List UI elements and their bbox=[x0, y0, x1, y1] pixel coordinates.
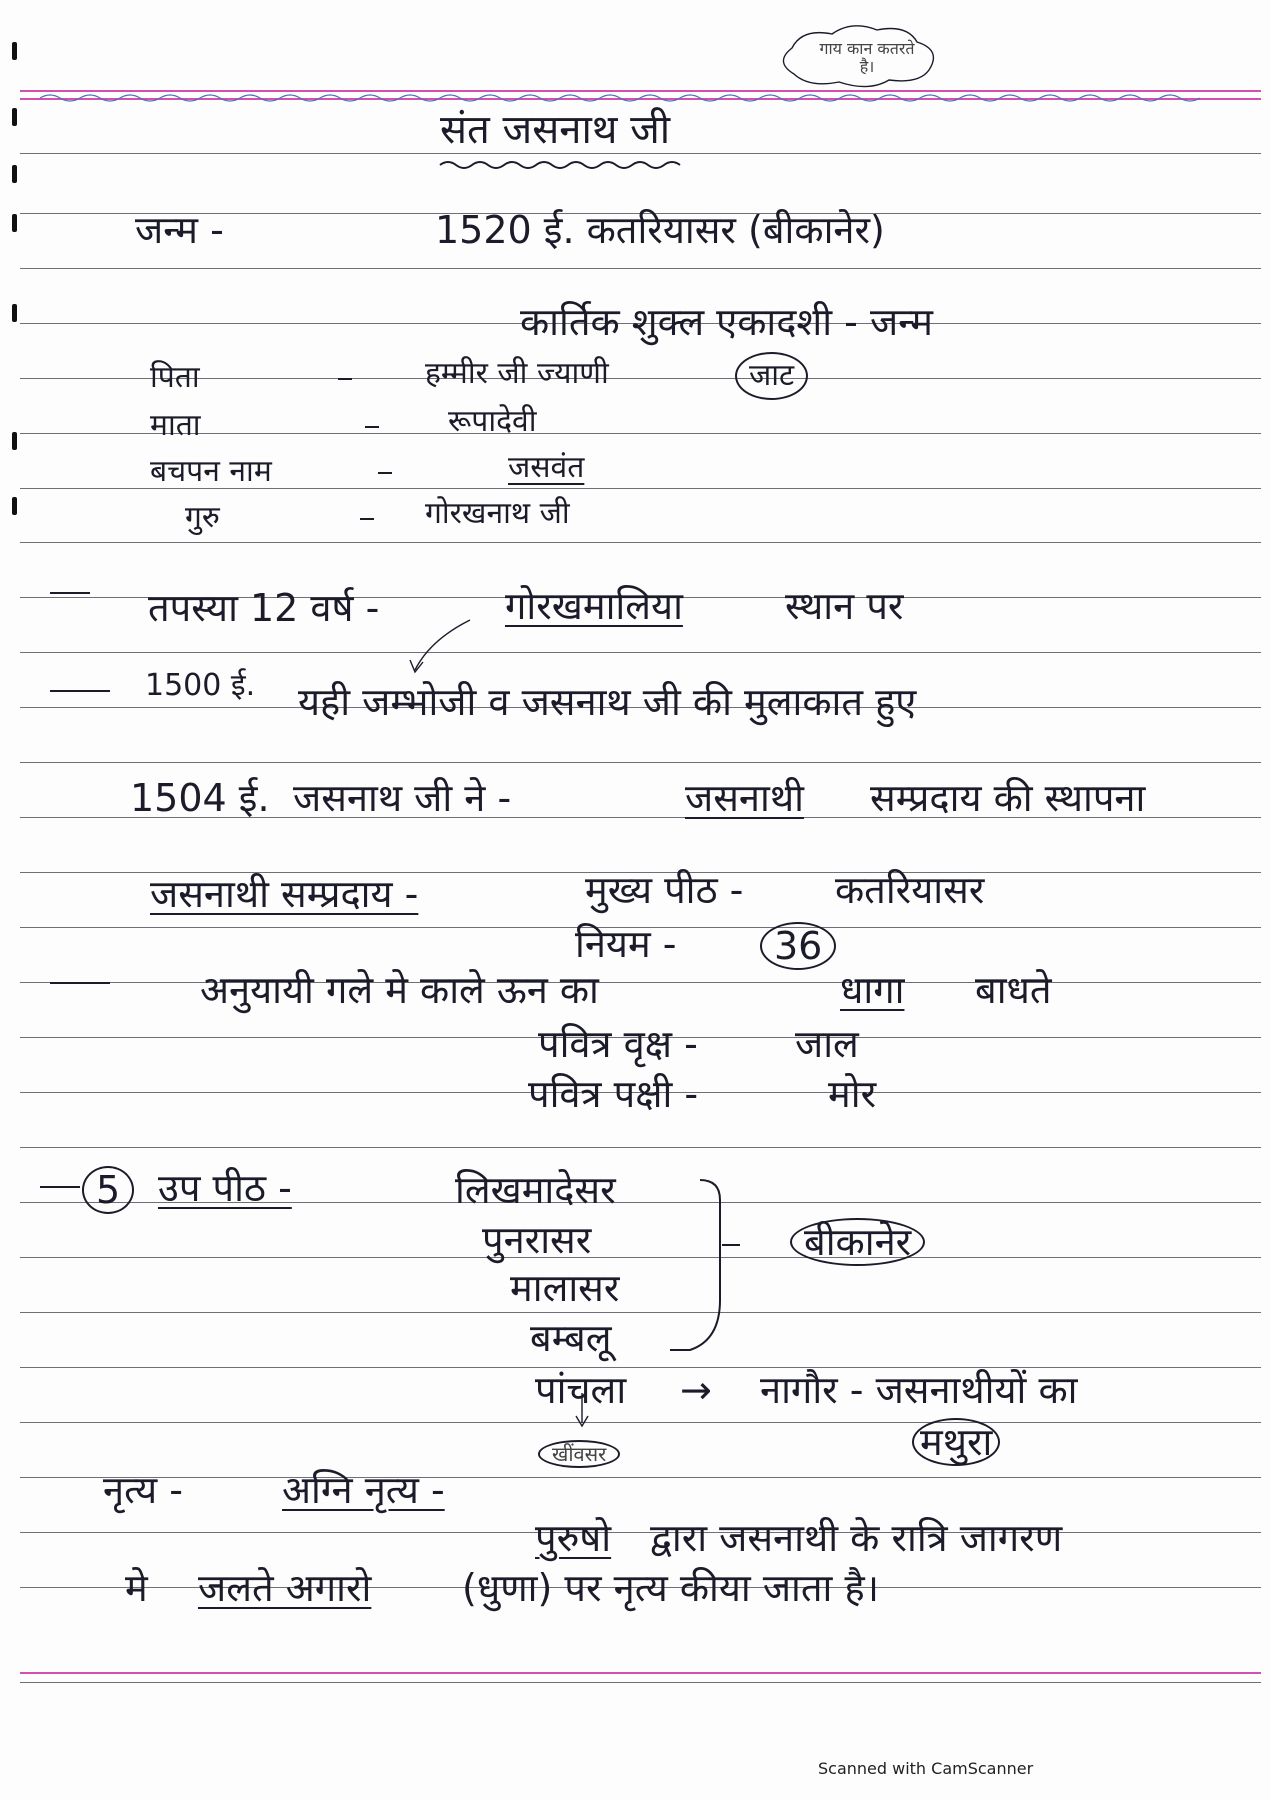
dance-line2-b: जलते अगारो bbox=[198, 1566, 372, 1610]
guru-label: गुरु bbox=[185, 500, 220, 535]
sacred-tree-value: जाल bbox=[795, 1022, 859, 1066]
sub-seat-label: उप पीठ - bbox=[158, 1166, 292, 1210]
sub-seat-place-panchla: पांचला bbox=[535, 1368, 627, 1412]
thread-word: धागा bbox=[840, 968, 905, 1012]
scanner-watermark: Scanned with CamScanner bbox=[818, 1759, 1034, 1778]
tapasya-label: तपस्या 12 वर्ष - bbox=[148, 586, 380, 630]
dash bbox=[50, 592, 90, 594]
sacred-bird-value: मोर bbox=[828, 1072, 877, 1116]
dance-label: नृत्य - bbox=[103, 1468, 183, 1512]
dash bbox=[338, 378, 352, 380]
birth-label: जन्म - bbox=[135, 208, 224, 252]
founding-year: 1504 ई. bbox=[130, 776, 270, 820]
main-seat-value: कतरियासर bbox=[835, 868, 985, 912]
mathura-label: मथुरा bbox=[912, 1418, 1000, 1466]
margin-note: गाय कान कतरते है। bbox=[819, 39, 915, 76]
sub-seat-count: 5 bbox=[82, 1166, 134, 1214]
panchla-district: नागौर - जसनाथीयों का bbox=[760, 1368, 1078, 1412]
rules-label: नियम - bbox=[575, 922, 677, 966]
tapasya-rest: स्थान पर bbox=[785, 584, 904, 628]
sub-seat-place: लिखमादेसर bbox=[455, 1168, 616, 1212]
sect-label: जसनाथी सम्प्रदाय - bbox=[150, 872, 419, 916]
founding-text: जसनाथ जी ने - bbox=[293, 776, 512, 820]
dash bbox=[378, 472, 392, 474]
tie-word: बाधते bbox=[975, 968, 1052, 1012]
founding-rest: सम्प्रदाय की स्थापना bbox=[870, 776, 1146, 820]
tapasya-place: गोरखमालिया bbox=[505, 584, 683, 628]
arrow-icon: → bbox=[680, 1368, 712, 1412]
sacred-bird-label: पवित्र पक्षी - bbox=[528, 1072, 699, 1116]
dash bbox=[50, 982, 110, 984]
dash bbox=[50, 690, 110, 692]
childhood-name-value: जसवंत bbox=[508, 450, 585, 485]
sub-seat-place: पुनरासर bbox=[482, 1218, 592, 1262]
main-seat-label: मुख्य पीठ - bbox=[585, 868, 744, 912]
sub-seat-place: बम्बलू bbox=[530, 1316, 612, 1360]
mother-label: माता bbox=[150, 408, 201, 443]
sub-seat-place: मालासर bbox=[510, 1266, 620, 1310]
sacred-tree-label: पवित्र वृक्ष - bbox=[538, 1022, 698, 1066]
father-label: पिता bbox=[150, 360, 200, 395]
childhood-name-label: बचपन नाम bbox=[150, 454, 272, 489]
dance-line2-a: मे bbox=[125, 1566, 148, 1610]
rules-value: 36 bbox=[760, 922, 836, 970]
page-title: संत जसनाथ जी bbox=[440, 107, 671, 153]
dance-name: अग्नि नृत्य - bbox=[282, 1468, 445, 1512]
dance-line1-b: द्वारा जसनाथी के रात्रि जागरण bbox=[650, 1516, 1063, 1560]
meeting-text: यही जम्भोजी व जसनाथ जी की मुलाकात हुए bbox=[298, 680, 917, 724]
meeting-year: 1500 ई. bbox=[145, 668, 256, 703]
sub-seat-district: बीकानेर bbox=[790, 1218, 925, 1266]
dance-line1-a: पुरुषो bbox=[535, 1516, 612, 1560]
guru-value: गोरखनाथ जी bbox=[425, 496, 570, 531]
panchla-note: खींवसर bbox=[538, 1440, 620, 1468]
dash bbox=[365, 426, 379, 428]
birth-value: 1520 ई. कतरियासर (बीकानेर) bbox=[435, 208, 885, 252]
birth-date: कार्तिक शुक्ल एकादशी - जन्म bbox=[520, 300, 933, 344]
followers-text: अनुयायी गले मे काले ऊन का bbox=[200, 968, 599, 1012]
mother-value: रूपादेवी bbox=[448, 404, 537, 439]
caste-tag: जाट bbox=[735, 352, 808, 400]
dash bbox=[40, 1186, 80, 1188]
dash bbox=[360, 518, 374, 520]
dash bbox=[722, 1244, 740, 1246]
dance-line2-c: (धुणा) पर नृत्य कीया जाता है। bbox=[462, 1566, 880, 1610]
founding-sect: जसनाथी bbox=[685, 776, 804, 820]
father-value: हम्मीर जी ज्याणी bbox=[425, 356, 609, 391]
